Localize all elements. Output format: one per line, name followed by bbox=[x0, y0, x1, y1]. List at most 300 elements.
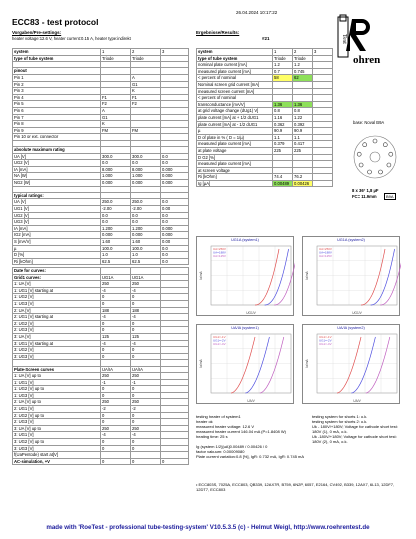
row-label: 1: UG1 [V] bbox=[13, 379, 101, 386]
cell-value: 0 bbox=[101, 419, 131, 426]
table-row bbox=[13, 180, 189, 187]
cell-value: 62.5 bbox=[101, 258, 131, 265]
cell-value: 8.000 bbox=[101, 166, 131, 173]
cell-value bbox=[161, 121, 189, 128]
y-axis-label: Ia/mA bbox=[199, 271, 203, 280]
row-label: plate current [mA] at - 1/2 dUG1 bbox=[197, 121, 273, 128]
cell-value: A bbox=[101, 107, 131, 114]
cell-value bbox=[161, 307, 189, 314]
cell-value: 0.0 bbox=[101, 219, 131, 226]
row-label: 2: UA [V] up to bbox=[13, 399, 101, 406]
cell-value bbox=[161, 340, 189, 347]
cell-value: -2.00 bbox=[101, 206, 131, 213]
cell-value: 0.0 bbox=[161, 212, 189, 219]
chart-title: UG1A (system1) bbox=[231, 238, 259, 242]
cell-value: 100.0 bbox=[131, 245, 161, 252]
table-row bbox=[13, 287, 189, 294]
cell-value: Triode bbox=[273, 55, 293, 62]
curve-line bbox=[255, 249, 279, 305]
cell-value bbox=[161, 347, 189, 354]
row-label: 3: UG2 [V] bbox=[13, 347, 101, 354]
row-label: 1: UG2 [V] up to bbox=[13, 386, 101, 393]
cell-value: 1.36 bbox=[273, 101, 293, 108]
cell-value: G1 bbox=[131, 81, 161, 88]
table-row bbox=[13, 245, 189, 252]
svg-text:ohren: ohren bbox=[353, 54, 381, 66]
cell-value bbox=[161, 419, 189, 426]
cell-value bbox=[161, 412, 189, 419]
table-row bbox=[13, 153, 189, 160]
x-axis-label: UA/V bbox=[247, 399, 255, 403]
note-line: measured heater voltage: 12.6 V bbox=[196, 424, 255, 429]
row-label: transconductance [mA/V] bbox=[197, 101, 273, 108]
note-line: testing system for shorts 1: o.k. bbox=[312, 414, 368, 419]
table-row bbox=[13, 366, 189, 373]
cell-value bbox=[161, 353, 189, 360]
table-row bbox=[13, 452, 189, 459]
row-label: 3: UG1 [V] bbox=[13, 432, 101, 439]
cell-value: Triode bbox=[101, 55, 131, 62]
table-row bbox=[13, 121, 189, 128]
cell-value: 0.0 bbox=[131, 212, 161, 219]
cell-value: 250.0 bbox=[101, 199, 131, 206]
cell-value bbox=[313, 154, 333, 161]
cell-value bbox=[161, 101, 189, 108]
cell-value: 0.0 bbox=[101, 160, 131, 167]
table-row bbox=[13, 55, 189, 62]
row-label: Ig [µA] bbox=[197, 180, 273, 187]
row-label: D of plate in % ( D = 1/µ) bbox=[197, 134, 273, 141]
cell-value bbox=[131, 192, 161, 199]
curve-line bbox=[371, 249, 395, 305]
cell-value bbox=[101, 88, 131, 95]
row-label: type of tube system bbox=[13, 55, 101, 62]
row-label: 1: UG3 [V] bbox=[13, 300, 101, 307]
cell-value: Triode bbox=[293, 55, 313, 62]
cell-value bbox=[313, 167, 333, 174]
cell-value: 250 bbox=[131, 281, 161, 288]
x-axis-label: UA/V bbox=[353, 399, 361, 403]
cell-value: 1.0 bbox=[131, 252, 161, 259]
curve-line bbox=[366, 337, 390, 393]
row-label: measured plate current [mA] bbox=[197, 68, 273, 75]
cell-value: 0 bbox=[101, 347, 131, 354]
row-label: UA [V] bbox=[13, 199, 101, 206]
cell-value bbox=[101, 74, 131, 81]
cell-value: 0.0 bbox=[161, 252, 189, 259]
cell-value: 1.0 bbox=[101, 252, 131, 259]
socket-dimensions: 8 x 36° 1,8 µF bbox=[352, 188, 379, 193]
cell-value: 0.0 bbox=[131, 219, 161, 226]
short-test-notes bbox=[312, 414, 412, 444]
cell-value: -4 bbox=[131, 340, 161, 347]
cell-value bbox=[161, 127, 189, 134]
row-label: measured plate current [mA] bbox=[197, 141, 273, 148]
cell-value: 125 bbox=[131, 333, 161, 340]
row-label: UG3 [V] bbox=[13, 219, 101, 226]
table-row bbox=[13, 379, 189, 386]
table-row bbox=[197, 75, 333, 82]
cell-value: 0.00489 bbox=[273, 180, 293, 187]
cell-value bbox=[313, 62, 333, 69]
legend-entry: UA=125V bbox=[319, 254, 332, 259]
row-label: Pin 9 bbox=[13, 127, 101, 134]
report-date: 26.04.2024 10:17:22 bbox=[236, 10, 278, 15]
cell-value: 0 bbox=[101, 412, 131, 419]
svg-text:Test: Test bbox=[341, 34, 347, 44]
table-row bbox=[13, 252, 189, 259]
cell-value bbox=[313, 108, 333, 115]
cell-value: 0.0 bbox=[161, 258, 189, 265]
row-label: 3: UG1 [V] starting at bbox=[13, 340, 101, 347]
cell-value bbox=[313, 114, 333, 121]
row-label: Pin 4 bbox=[13, 94, 101, 101]
cell-value: UA/IA bbox=[131, 366, 161, 373]
cell-value bbox=[101, 68, 131, 75]
cell-value bbox=[313, 55, 333, 62]
cell-value: 0 bbox=[101, 392, 131, 399]
table-row bbox=[13, 101, 189, 108]
cell-value bbox=[161, 268, 189, 275]
cell-value: K bbox=[101, 121, 131, 128]
row-label: Pin 8 bbox=[13, 121, 101, 128]
row-label: 2: UG3 [V] bbox=[13, 419, 101, 426]
table-row bbox=[13, 373, 189, 380]
row-label: Pin 10 or ext. connector bbox=[13, 134, 101, 141]
cell-value bbox=[313, 174, 333, 181]
table-row bbox=[197, 161, 333, 168]
cell-value: 0.000 bbox=[161, 166, 189, 173]
cell-value: 0.417 bbox=[293, 141, 313, 148]
row-label: AC-simulation, +V bbox=[13, 458, 101, 465]
cell-value bbox=[161, 327, 189, 334]
row-label: at screen voltage bbox=[197, 167, 273, 174]
cell-value: 100.0 bbox=[101, 245, 131, 252]
row-label: UG1 [V] bbox=[13, 206, 101, 213]
cell-value: 0.362 bbox=[273, 121, 293, 128]
cell-value bbox=[131, 452, 161, 459]
table-row bbox=[13, 300, 189, 307]
equivalent-tubes: • ECC803S, 7025A, ECC803, QB339, 12AX7R, B759, 6N2P, 6057, E2164, CV492, B339, 12AX7, 6L13, 12DF7, 12DT7, ECC803 bbox=[196, 482, 395, 492]
row-label: µ bbox=[197, 128, 273, 135]
cell-value: 125 bbox=[101, 333, 131, 340]
row-label: 1: UG3 [V] bbox=[13, 392, 101, 399]
cell-value bbox=[313, 121, 333, 128]
table-row bbox=[13, 439, 189, 446]
note-line: 180V (1), 0 mA, o.k. bbox=[312, 429, 348, 434]
cell-value: 0.8 bbox=[293, 108, 313, 115]
cell-value: 0 bbox=[161, 458, 189, 465]
cell-value: 0 bbox=[101, 458, 131, 465]
cell-value bbox=[273, 81, 293, 88]
cell-value: 225 bbox=[293, 147, 313, 154]
cell-value: 0 bbox=[131, 458, 161, 465]
table-row bbox=[13, 281, 189, 288]
cell-value bbox=[131, 134, 161, 141]
table-row bbox=[13, 219, 189, 226]
chart-ug1a-system1 bbox=[196, 236, 294, 316]
cell-value bbox=[161, 114, 189, 121]
curve-line bbox=[265, 249, 289, 305]
table-row bbox=[13, 192, 189, 199]
cell-value: 0.000 bbox=[161, 180, 189, 187]
row-label: NG2 [W] bbox=[13, 180, 101, 187]
row-label: measured plate current [mA] bbox=[197, 161, 273, 168]
table-row bbox=[13, 399, 189, 406]
cell-value: 74.4 bbox=[273, 174, 293, 181]
x-axis-label: UG1/V bbox=[246, 311, 256, 315]
note-line: testing system for shorts 2: o.k. bbox=[312, 419, 368, 424]
curve-line bbox=[351, 337, 375, 393]
cell-value bbox=[161, 294, 189, 301]
cell-value: 0 bbox=[101, 445, 131, 452]
cell-value: 0.000 bbox=[131, 232, 161, 239]
legend-entry: UG1=-1V bbox=[319, 335, 332, 339]
cell-value: F2 bbox=[131, 101, 161, 108]
table-row bbox=[13, 94, 189, 101]
row-label: Pin 5 bbox=[13, 101, 101, 108]
row-label: Pin 1 bbox=[13, 74, 101, 81]
cell-value: 0.000 bbox=[131, 180, 161, 187]
cell-value: 250 bbox=[101, 281, 131, 288]
cell-value bbox=[161, 68, 189, 75]
table-row bbox=[197, 174, 333, 181]
row-label: Ri [kOhm] bbox=[13, 258, 101, 265]
table-row bbox=[13, 114, 189, 121]
table-row bbox=[13, 386, 189, 393]
cell-value: 0 bbox=[131, 320, 161, 327]
cell-value: -2 bbox=[131, 406, 161, 413]
table-row bbox=[197, 62, 333, 69]
cell-value bbox=[161, 300, 189, 307]
cell-value: 90.9 bbox=[273, 128, 293, 135]
table-row bbox=[197, 95, 333, 102]
curve-settings-body bbox=[13, 268, 189, 465]
cell-value: 0.0 bbox=[161, 160, 189, 167]
cell-value: 3 bbox=[161, 49, 189, 56]
table-row bbox=[13, 406, 189, 413]
chart-title: UA/IA (system1) bbox=[231, 326, 259, 330]
cell-value: -4 bbox=[101, 287, 131, 294]
cell-value: 0 bbox=[101, 300, 131, 307]
cell-value: 0 bbox=[101, 353, 131, 360]
cell-value bbox=[161, 74, 189, 81]
row-label: nominal plate current [mA] bbox=[197, 62, 273, 69]
cell-value bbox=[313, 101, 333, 108]
row-label: at plate voltage bbox=[197, 147, 273, 154]
cell-value bbox=[313, 128, 333, 135]
row-label: 1: UA [V] up to bbox=[13, 373, 101, 380]
cell-value: 1.60 bbox=[101, 239, 131, 246]
cell-value: F1 bbox=[131, 94, 161, 101]
cell-value: 0 bbox=[131, 327, 161, 334]
cell-value bbox=[313, 95, 333, 102]
legend-entry: UA=125V bbox=[213, 254, 226, 259]
table-row bbox=[13, 225, 189, 232]
legend-entry: UA=188V bbox=[319, 250, 332, 255]
cell-value: 250 bbox=[101, 373, 131, 380]
cell-value bbox=[131, 121, 161, 128]
table-row bbox=[13, 353, 189, 360]
table-row bbox=[197, 154, 333, 161]
legend-entry: UG1=-2V bbox=[213, 338, 226, 343]
table-row bbox=[197, 128, 333, 135]
cell-value bbox=[131, 114, 161, 121]
row-label: system bbox=[197, 49, 273, 56]
row-label: 3: UG3 [V] bbox=[13, 445, 101, 452]
row-label: S [mA/V] bbox=[13, 239, 101, 246]
y-axis-label: Ia/mA bbox=[305, 359, 309, 368]
cell-value bbox=[313, 68, 333, 75]
cell-value: -4 bbox=[101, 314, 131, 321]
row-label: type of tube system bbox=[197, 55, 273, 62]
cell-value: 0.379 bbox=[273, 141, 293, 148]
cell-value: 0.0 bbox=[161, 219, 189, 226]
cell-value bbox=[313, 134, 333, 141]
row-label: IA [mA] bbox=[13, 225, 101, 232]
table-row bbox=[13, 199, 189, 206]
cell-value bbox=[161, 439, 189, 446]
cell-value: -4 bbox=[131, 314, 161, 321]
cell-value: -4 bbox=[101, 432, 131, 439]
table-row bbox=[13, 212, 189, 219]
row-label: µ bbox=[13, 245, 101, 252]
cell-value bbox=[161, 281, 189, 288]
cell-value: 250 bbox=[101, 399, 131, 406]
table-row bbox=[13, 412, 189, 419]
cell-value bbox=[161, 425, 189, 432]
cell-value: 76.2 bbox=[293, 174, 313, 181]
cell-value: FM bbox=[101, 127, 131, 134]
note-line: Uk - 180V/+180V; Voltage for cathode short test: bbox=[312, 424, 398, 429]
cell-value bbox=[313, 141, 333, 148]
socket-pitch: FC= 11.9mm bbox=[352, 194, 377, 199]
cell-value bbox=[101, 192, 131, 199]
cell-value: 0 bbox=[101, 386, 131, 393]
table-row bbox=[197, 141, 333, 148]
legend-entry: UG1=-4V bbox=[319, 342, 332, 347]
legend-entry: UG1=-4V bbox=[213, 342, 226, 347]
cell-value bbox=[161, 432, 189, 439]
note-line: Uk -180V/+180V; Voltage for cathode short test: bbox=[312, 434, 397, 439]
cell-value bbox=[161, 55, 189, 62]
table-row bbox=[13, 274, 189, 281]
cell-value: -1 bbox=[131, 379, 161, 386]
cell-value bbox=[161, 192, 189, 199]
x-axis-label: UG1/V bbox=[352, 311, 362, 315]
table-row bbox=[13, 239, 189, 246]
cell-value bbox=[161, 386, 189, 393]
table-row bbox=[13, 173, 189, 180]
cell-value: 90.9 bbox=[293, 128, 313, 135]
cell-value: 250 bbox=[131, 399, 161, 406]
tube-data-table bbox=[12, 48, 189, 265]
cell-value bbox=[101, 268, 131, 275]
cell-value: 1.16 bbox=[273, 114, 293, 121]
table-row bbox=[13, 68, 189, 75]
curve-line bbox=[260, 337, 284, 393]
cell-value: 300.0 bbox=[101, 153, 131, 160]
cell-value bbox=[161, 366, 189, 373]
table-row bbox=[13, 147, 189, 154]
cell-value: FM bbox=[131, 127, 161, 134]
cell-value: 1.000 bbox=[131, 173, 161, 180]
cell-value bbox=[161, 274, 189, 281]
cell-value bbox=[161, 452, 189, 459]
row-label: D G2 [%] bbox=[197, 154, 273, 161]
cell-value: F1 bbox=[101, 94, 131, 101]
cell-value bbox=[161, 107, 189, 114]
table-row bbox=[197, 114, 333, 121]
table-row bbox=[13, 432, 189, 439]
row-label: system bbox=[13, 49, 101, 56]
cell-value: 0.00 bbox=[161, 206, 189, 213]
cell-value: 0.0 bbox=[101, 212, 131, 219]
cell-value bbox=[161, 406, 189, 413]
row-label: Pin 3 bbox=[13, 88, 101, 95]
cell-value: 1.1 bbox=[273, 134, 293, 141]
cell-value: 0 bbox=[131, 392, 161, 399]
table-row bbox=[197, 108, 333, 115]
cell-value bbox=[273, 161, 293, 168]
table-row bbox=[13, 160, 189, 167]
table-row bbox=[13, 314, 189, 321]
table-row bbox=[13, 127, 189, 134]
cell-value: 0.00426 bbox=[293, 180, 313, 187]
cell-value: 2 bbox=[131, 49, 161, 56]
cell-value: -4 bbox=[131, 287, 161, 294]
cell-value bbox=[161, 314, 189, 321]
cell-value: F2 bbox=[101, 101, 131, 108]
cell-value bbox=[293, 154, 313, 161]
cell-value bbox=[161, 379, 189, 386]
note-line: Plate current variation:0.8 [%], IgR: 0.732 mA, IgR: 0.745 mA bbox=[196, 454, 305, 459]
table-row bbox=[197, 121, 333, 128]
table-row bbox=[197, 55, 333, 62]
table-row bbox=[13, 392, 189, 399]
cell-value bbox=[273, 167, 293, 174]
tube-data-body bbox=[13, 49, 189, 265]
note-line: heater ok bbox=[196, 419, 213, 424]
cell-value: 0 bbox=[101, 439, 131, 446]
cell-value: 0.000 bbox=[161, 173, 189, 180]
row-label: 1: UG1 [V] starting at bbox=[13, 287, 101, 294]
socket-diagram bbox=[350, 132, 400, 182]
cell-value: 1.200 bbox=[131, 225, 161, 232]
legend-entry: UA=250V bbox=[319, 247, 332, 251]
table-row bbox=[13, 340, 189, 347]
table-row bbox=[197, 101, 333, 108]
cell-value: 250 bbox=[131, 373, 161, 380]
row-label: NA [W] bbox=[13, 173, 101, 180]
row-label: Pin 6 bbox=[13, 107, 101, 114]
table-row bbox=[13, 294, 189, 301]
cell-value: 250 bbox=[131, 425, 161, 432]
table-row bbox=[13, 232, 189, 239]
cell-value bbox=[161, 88, 189, 95]
chart-title: UA/IA (system2) bbox=[337, 326, 365, 330]
table-row bbox=[13, 327, 189, 334]
row-label: 2: UG1 [V] bbox=[13, 406, 101, 413]
row-label: Nominal screen grid current [mA] bbox=[197, 81, 273, 88]
row-label: IG2 [mA] bbox=[13, 232, 101, 239]
cell-value bbox=[293, 88, 313, 95]
cell-value: 250.0 bbox=[131, 199, 161, 206]
cell-value bbox=[161, 399, 189, 406]
row-label: D [%] bbox=[13, 252, 101, 259]
cell-value bbox=[313, 147, 333, 154]
cell-value bbox=[161, 287, 189, 294]
